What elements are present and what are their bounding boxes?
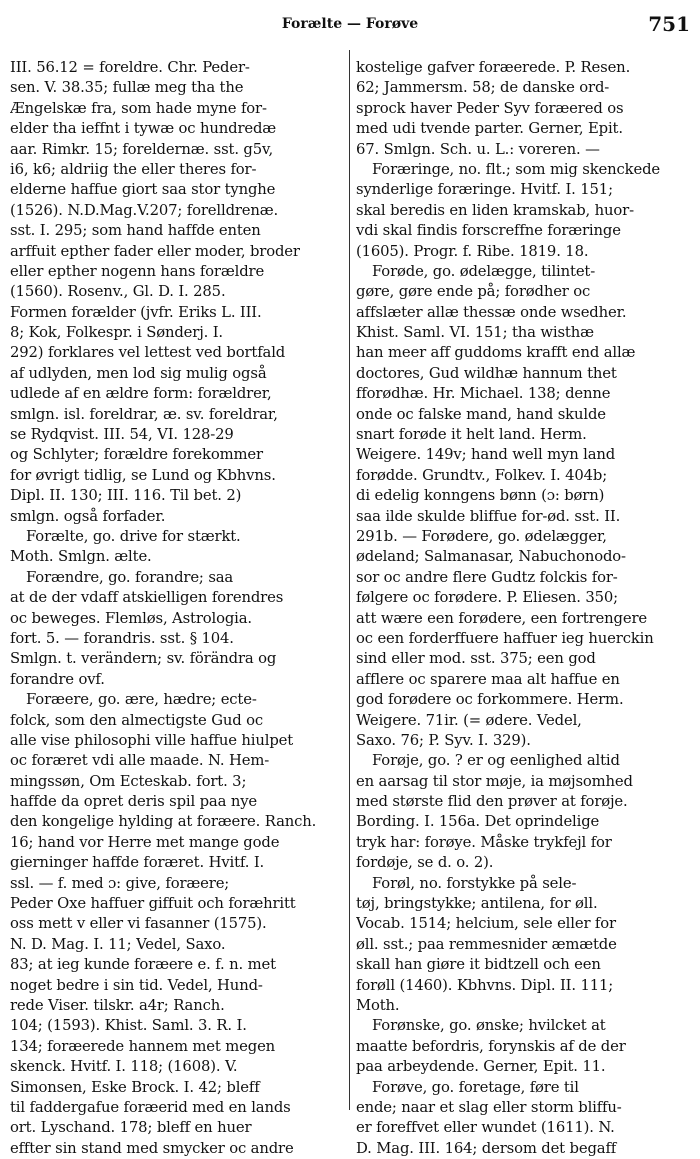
text-line: sen. V. 38.35; fullæ meg tha the [10, 79, 244, 97]
text-line: smlgn. også forfader. [10, 507, 166, 525]
text-line: 134; foræerede hannem met megen [10, 1037, 276, 1055]
text-line: og Schlyter; forældre forekommer [10, 446, 263, 464]
text-line: Smlgn. t. verändern; sv. förändra og [10, 650, 277, 668]
text-line: Forælte, go. drive for stærkt. [26, 527, 241, 545]
text-line: Moth. [356, 996, 400, 1014]
text-line: 291b. — Forødere, go. ødelægger, [356, 527, 607, 545]
text-line: (1560). Rosenv., Gl. D. I. 285. [10, 283, 226, 301]
text-line: kostelige gafver foræerede. P. Resen. [356, 59, 631, 76]
text-line: Peder Oxe haffuer giffuit och foræhritt [10, 895, 296, 913]
text-line: oc foræret vdi alle maade. N. Hem- [10, 752, 270, 770]
text-line: Dipl. II. 130; III. 116. Til bet. 2) [10, 487, 242, 505]
text-line: Saxo. 76; P. Syv. I. 329). [356, 731, 531, 749]
text-line: se Rydqvist. III. 54, VI. 128-29 [10, 426, 234, 444]
text-line: Forøve, go. foretage, føre til [372, 1078, 579, 1096]
text-line: tøj, bringstykke; antilena, for øll. [356, 895, 598, 913]
text-line: ssl. — f. med ɔ: give, foræere; [10, 874, 230, 892]
text-line: onde oc falske mand, hand skulde [356, 405, 606, 423]
text-line: 16; hand vor Herre met mange gode [10, 833, 280, 851]
text-line: Khist. Saml. VI. 151; tha wisthæ [356, 324, 594, 342]
text-line: rede Viser. tilskr. a4r; Ranch. [10, 996, 225, 1014]
text-line: N. D. Mag. I. 11; Vedel, Saxo. [10, 935, 226, 953]
text-line: Weigere. 71ir. (= ødere. Vedel, [356, 711, 582, 729]
text-line: sor oc andre flere Gudtz folckis for- [356, 568, 618, 586]
text-line: med udi tvende parter. Gerner, Epit. [356, 120, 623, 138]
text-line: eller epther nogenn hans forældre [10, 262, 265, 280]
text-line: afflere oc sparere maa alt haffue en [356, 670, 620, 688]
text-line: Foræere, go. ære, hædre; ecte- [26, 691, 257, 709]
column-divider [349, 50, 350, 1110]
text-line: følgere oc forødere. P. Eliesen. 350; [356, 589, 618, 607]
running-title: Forælte — Forøve [281, 16, 419, 32]
text-line: den kongelige hylding at foræere. Ranch. [10, 813, 317, 831]
text-line: di edelig konngens bønn (ɔ: børn) [356, 487, 605, 505]
text-line: en aarsag til stor møje, ia møjsomhed [356, 772, 633, 790]
text-line: maatte befordris, forynskis af de der [356, 1037, 626, 1055]
text-line: Forændre, go. forandre; saa [26, 568, 234, 586]
text-line: Ængelskæ fra, som hade myne for- [10, 99, 267, 117]
text-line: 67. Smlgn. Sch. u. L.: voreren. — [356, 140, 600, 158]
text-line: forandre ovf. [10, 670, 105, 688]
text-line: for øvrigt tidlig, se Lund og Kbhvns. [10, 466, 276, 484]
right-column [356, 58, 690, 1159]
text-line: affslæter allæ thessæ onde wsedher. [356, 303, 627, 321]
text-line: arffuit epther fader eller moder, broder [10, 242, 300, 260]
text-line: smlgn. isl. foreldrar, æ. sv. foreldrar, [10, 405, 278, 423]
text-line: vdi skal findis forscreffne foræringe [356, 222, 621, 240]
text-line: sprock haver Peder Syv foræered os [356, 99, 624, 117]
text-line: Forøl, no. forstykke på sele- [372, 874, 577, 892]
text-line: ødeland; Salmanasar, Nabuchonodo- [356, 548, 626, 566]
text-line: 8; Kok, Folkespr. i Sønderj. I. [10, 324, 223, 342]
text-line: Weigere. 149v; hand well myn land [356, 446, 616, 464]
text-line: mingssøn, Om Ecteskab. fort. 3; [10, 772, 247, 790]
text-line: øll. sst.; paa remmesnider æmætde [356, 935, 617, 953]
text-line: Bording. I. 156a. Det oprindelige [356, 813, 600, 831]
text-line: 83; at ieg kunde foræere e. f. n. met [10, 956, 276, 974]
text-line: at de der vdaff atskielligen forendres [10, 589, 284, 607]
text-line: (1526). N.D.Mag.V.207; forelldrenæ. [10, 201, 279, 219]
text-line: sst. I. 295; som hand haffde enten [10, 222, 261, 240]
text-line: paa arbeydende. Gerner, Epit. 11. [356, 1058, 606, 1076]
text-line: saa ilde skulde bliffue for-ød. sst. II. [356, 507, 621, 525]
text-line: haffde da opret deris spil paa nye [10, 793, 258, 811]
text-line: Foræringe, no. flt.; som mig skenckede [372, 160, 661, 178]
text-line: forødde. Grundtv., Folkev. I. 404b; [356, 466, 608, 484]
text-line: 292) forklares vel lettest ved bortfald [10, 344, 286, 362]
text-line: fordøje, se d. o. 2). [356, 854, 494, 872]
text-line: i6, k6; aldriig the eller theres for- [10, 160, 257, 178]
text-line: aar. Rimkr. 15; foreldernæ. sst. g5v, [10, 140, 274, 158]
text-line: doctores, Gud wildhæ hannum thet [356, 364, 617, 382]
text-line: att wære een forødere, een fortrengere [356, 609, 647, 627]
text-line: udlede af en ældre form: forældrer, [10, 385, 272, 403]
text-line: 104; (1593). Khist. Saml. 3. R. I. [10, 1017, 247, 1035]
text-line: (1605). Progr. f. Ribe. 1819. 18. [356, 242, 589, 260]
text-line: forøll (1460). Kbhvns. Dipl. II. 111; [356, 976, 614, 994]
text-line: Simonsen, Eske Brock. I. 42; bleff [10, 1078, 260, 1096]
text-line: Forøje, go. ? er og eenlighed altid [372, 752, 620, 770]
text-line: alle vise philosophi ville haffue hiulpet [10, 731, 294, 749]
text-line: skenck. Hvitf. I. 118; (1608). V. [10, 1058, 238, 1076]
text-line: sind eller mod. sst. 375; een god [356, 650, 596, 668]
text-line: god forødere oc forkommere. Herm. [356, 691, 624, 709]
text-line: er foreffvet eller wundet (1611). N. [356, 1119, 615, 1137]
text-line: af udlyden, men lod sig mulig også [10, 364, 267, 382]
text-line: ort. Lyschand. 178; bleff en huer [10, 1119, 252, 1137]
page-number: 751 [648, 12, 690, 36]
text-line: 62; Jammersm. 58; de danske ord- [356, 79, 610, 97]
text-line: oc beweges. Flemløs, Astrologia. [10, 609, 252, 627]
text-line: han meer aff guddoms krafft end allæ [356, 344, 636, 362]
running-head [0, 10, 700, 36]
text-line: Formen forælder (jvfr. Eriks L. III. [10, 303, 262, 321]
text-line: fort. 5. — forandris. sst. § 104. [10, 629, 234, 647]
text-line: snart forøde it helt land. Herm. [356, 426, 587, 444]
text-line: Vocab. 1514; helcium, sele eller for [356, 915, 616, 933]
text-line: fforødhæ. Hr. Michael. 138; denne [356, 385, 611, 403]
text-line: Forøde, go. ødelægge, tilintet- [372, 262, 596, 280]
text-line: gierninger haffde foræret. Hvitf. I. [10, 854, 265, 872]
text-line: III. 56.12 = foreldre. Chr. Peder- [10, 59, 250, 76]
text-line: ende; naar et slag eller storm bliffu- [356, 1098, 622, 1116]
text-line: Moth. Smlgn. ælte. [10, 548, 152, 566]
text-line: folck, som den almectigste Gud oc [10, 711, 264, 729]
text-line: oc een forderffuere haffuer ieg huerckin [356, 629, 654, 647]
text-line: oss mett v eller vi fasanner (1575). [10, 915, 267, 933]
text-line: elderne haffue giort saa stor tynghe [10, 181, 276, 199]
text-line: tryk har: forøye. Måske trykfejl for [356, 833, 612, 851]
text-line: synderlige foræringe. Hvitf. I. 151; [356, 181, 613, 199]
text-line: effter sin stand med smycker oc andre [10, 1139, 294, 1157]
text-line: med største flid den prøver at forøje. [356, 793, 628, 811]
left-column [10, 58, 344, 1159]
text-line: noget bedre i sin tid. Vedel, Hund- [10, 976, 263, 994]
text-line: gøre, gøre ende på; forødher oc [356, 283, 591, 301]
text-line: skall han giøre it bidtzell och een [356, 956, 601, 974]
text-line: D. Mag. III. 164; dersom det begaff [356, 1139, 617, 1157]
text-line: skal beredis en liden kramskab, huor- [356, 201, 634, 219]
text-line: Forønske, go. ønske; hvilcket at [372, 1017, 606, 1035]
text-line: til faddergafue foræerid med en lands [10, 1098, 291, 1116]
text-line: elder tha ieffnt i tywæ oc hundredæ [10, 120, 277, 138]
